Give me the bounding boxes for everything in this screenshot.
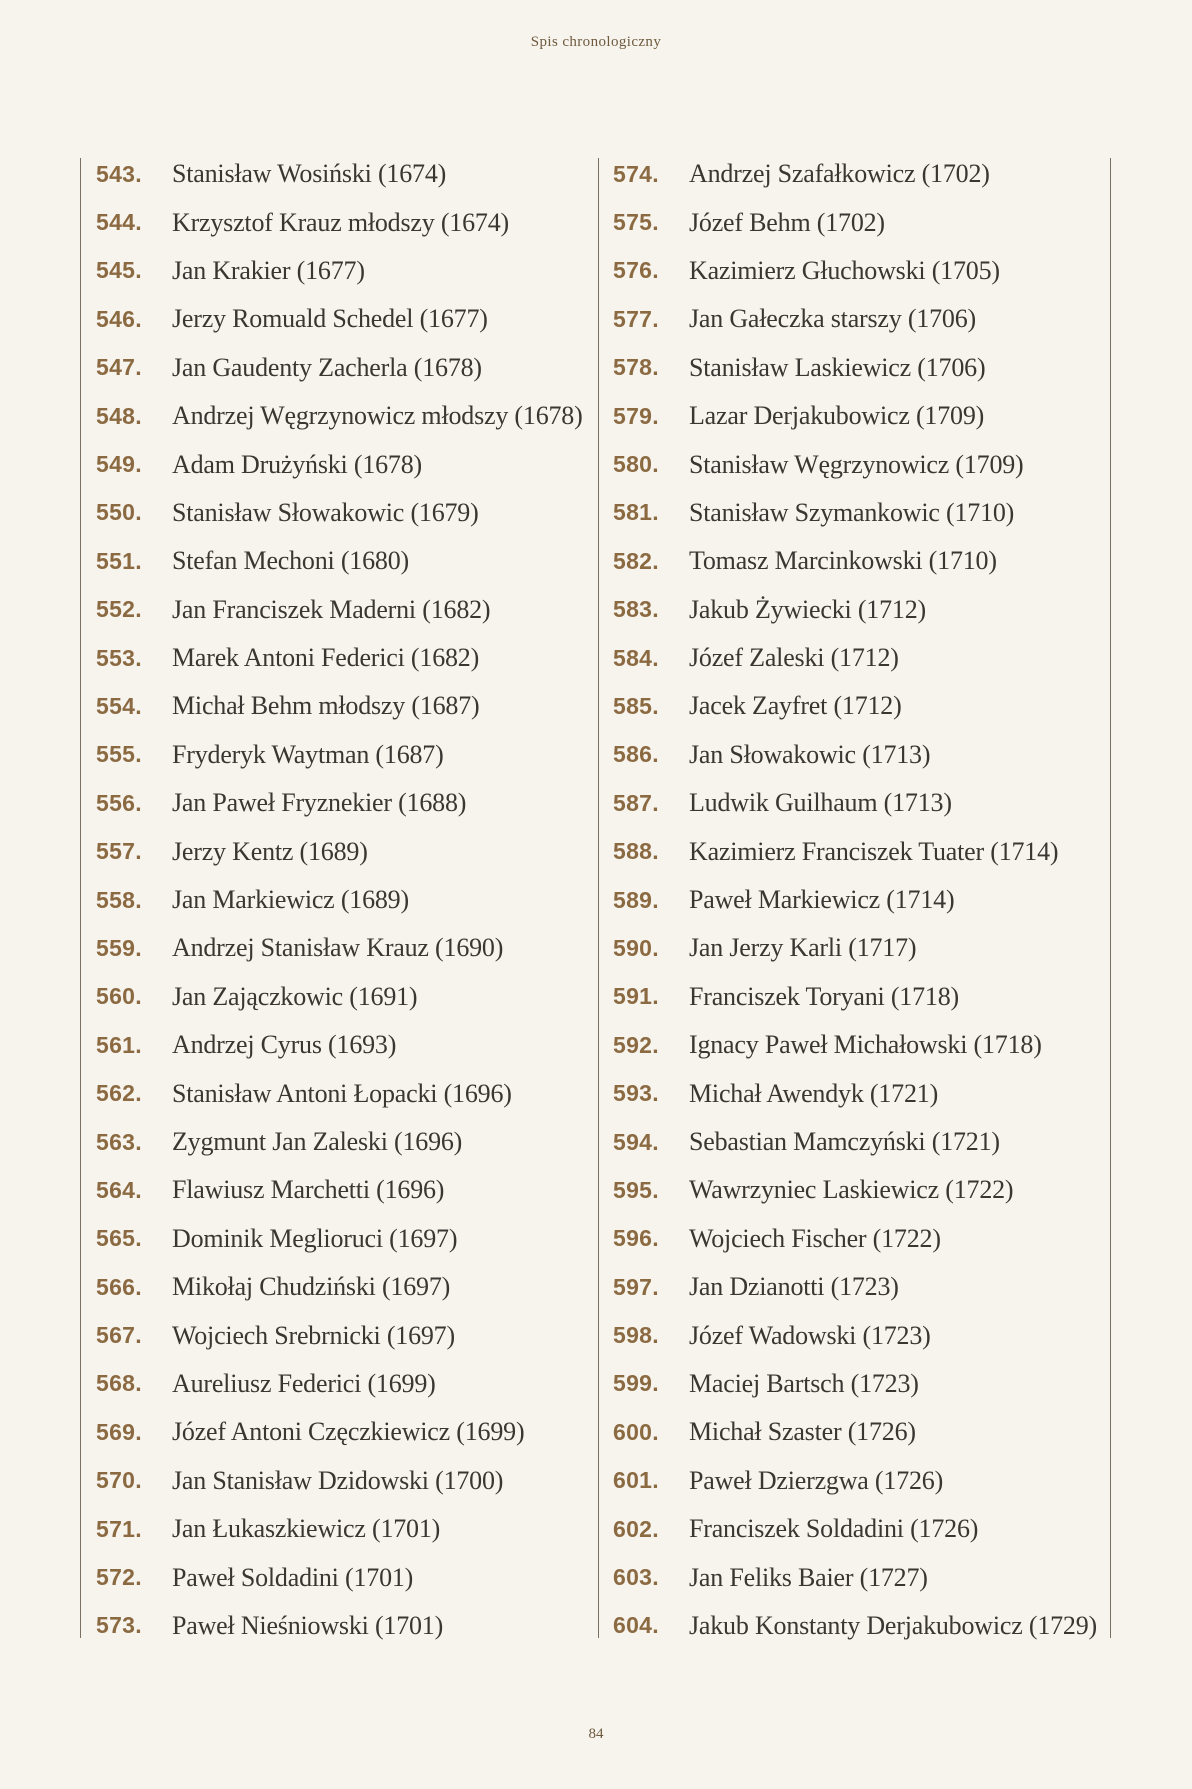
entry-number: 601. xyxy=(613,1467,659,1494)
list-item xyxy=(613,1118,1103,1166)
list-item xyxy=(613,1408,1103,1456)
entry-name: Wojciech Srebrnicki (1697) xyxy=(172,1320,455,1350)
list-item xyxy=(96,295,592,343)
entry-name: Jan Stanisław Dzidowski (1700) xyxy=(172,1465,504,1495)
list-item xyxy=(96,1311,592,1359)
entry-name: Krzysztof Krauz młodszy (1674) xyxy=(172,207,509,237)
entry-number: 597. xyxy=(613,1273,659,1300)
entry-number: 580. xyxy=(613,451,659,478)
list-item xyxy=(96,1021,592,1069)
entry-number: 586. xyxy=(613,741,659,768)
left-column-list xyxy=(96,150,592,1650)
list-item xyxy=(613,1215,1103,1263)
entry-number: 546. xyxy=(96,305,142,332)
entry-name: Franciszek Soldadini (1726) xyxy=(689,1514,979,1544)
entry-number: 582. xyxy=(613,547,659,574)
column-divider-left xyxy=(80,158,81,1638)
entry-number: 585. xyxy=(613,692,659,719)
entry-number: 563. xyxy=(96,1128,142,1155)
entry-number: 544. xyxy=(96,209,142,236)
list-item xyxy=(96,1457,592,1505)
column-divider-right xyxy=(1110,158,1111,1638)
entry-name: Jan Franciszek Maderni (1682) xyxy=(172,594,491,624)
entry-name: Andrzej Węgrzynowicz młodszy (1678) xyxy=(172,401,583,431)
entry-name: Aureliusz Federici (1699) xyxy=(172,1368,436,1398)
list-item xyxy=(613,779,1103,827)
entry-number: 547. xyxy=(96,354,142,381)
list-item xyxy=(613,1457,1103,1505)
list-item xyxy=(96,1602,592,1650)
entry-name: Jan Paweł Fryznekier (1688) xyxy=(172,788,467,818)
entry-number: 589. xyxy=(613,886,659,913)
list-item xyxy=(96,1263,592,1311)
entry-number: 603. xyxy=(613,1564,659,1591)
entry-name: Kazimierz Franciszek Tuater (1714) xyxy=(689,836,1059,866)
entry-number: 596. xyxy=(613,1225,659,1252)
list-item xyxy=(613,1505,1103,1553)
entry-number: 550. xyxy=(96,499,142,526)
entry-name: Józef Antoni Częczkiewicz (1699) xyxy=(172,1417,525,1447)
entry-name: Paweł Nieśniowski (1701) xyxy=(172,1610,444,1640)
list-item xyxy=(613,1166,1103,1214)
list-item xyxy=(613,586,1103,634)
entry-name: Jerzy Kentz (1689) xyxy=(172,836,368,866)
list-item xyxy=(613,489,1103,537)
entry-number: 554. xyxy=(96,692,142,719)
entry-name: Jan Jerzy Karli (1717) xyxy=(689,933,917,963)
entry-name: Jan Krakier (1677) xyxy=(172,255,365,285)
list-item xyxy=(613,295,1103,343)
entry-number: 602. xyxy=(613,1515,659,1542)
entry-number: 555. xyxy=(96,741,142,768)
list-item xyxy=(96,440,592,488)
list-item xyxy=(96,1069,592,1117)
entry-name: Józef Behm (1702) xyxy=(689,207,885,237)
entry-number: 595. xyxy=(613,1176,659,1203)
entry-number: 556. xyxy=(96,789,142,816)
list-item xyxy=(96,827,592,875)
entry-name: Jan Markiewicz (1689) xyxy=(172,885,409,915)
entry-name: Flawiusz Marchetti (1696) xyxy=(172,1175,445,1205)
entry-name: Sebastian Mamczyński (1721) xyxy=(689,1127,1000,1156)
entry-number: 598. xyxy=(613,1322,659,1349)
list-item xyxy=(96,1408,592,1456)
list-item xyxy=(613,1021,1103,1069)
entry-number: 573. xyxy=(96,1612,142,1639)
list-item xyxy=(613,1311,1103,1359)
running-head: Spis chronologiczny xyxy=(530,34,662,50)
entry-name: Franciszek Toryani (1718) xyxy=(689,981,959,1011)
entry-number: 600. xyxy=(613,1418,659,1445)
entry-number: 575. xyxy=(613,209,659,236)
entry-number: 558. xyxy=(96,886,142,913)
list-item xyxy=(613,924,1103,972)
entry-name: Michał Behm młodszy (1687) xyxy=(172,691,480,721)
entry-number: 552. xyxy=(96,596,142,623)
entry-name: Stefan Mechoni (1680) xyxy=(172,546,409,576)
list-item xyxy=(613,827,1103,875)
entry-number: 571. xyxy=(96,1515,142,1542)
list-item xyxy=(613,344,1103,392)
entry-number: 551. xyxy=(96,547,142,574)
entry-name: Stanisław Laskiewicz (1706) xyxy=(689,352,986,382)
list-item xyxy=(96,537,592,585)
entry-name: Ignacy Paweł Michałowski (1718) xyxy=(689,1030,1042,1060)
list-item xyxy=(96,198,592,246)
list-item xyxy=(96,1118,592,1166)
entry-number: 570. xyxy=(96,1467,142,1494)
entry-number: 568. xyxy=(96,1370,142,1397)
entry-number: 561. xyxy=(96,1031,142,1058)
entry-number: 594. xyxy=(613,1128,659,1155)
entry-name: Marek Antoni Federici (1682) xyxy=(172,643,480,673)
list-item xyxy=(613,634,1103,682)
entry-name: Jan Gaudenty Zacherla (1678) xyxy=(172,352,482,382)
entry-name: Andrzej Stanisław Krauz (1690) xyxy=(172,933,504,963)
list-item xyxy=(613,973,1103,1021)
list-item xyxy=(613,1602,1103,1650)
list-item xyxy=(96,731,592,779)
entry-name: Andrzej Cyrus (1693) xyxy=(172,1030,397,1060)
page-number: 84 xyxy=(588,1726,604,1742)
entry-number: 576. xyxy=(613,257,659,284)
entry-name: Jacek Zayfret (1712) xyxy=(689,691,902,721)
entry-number: 559. xyxy=(96,934,142,961)
entry-number: 588. xyxy=(613,838,659,865)
entry-number: 569. xyxy=(96,1418,142,1445)
list-item xyxy=(96,1360,592,1408)
entry-name: Lazar Derjakubowicz (1709) xyxy=(689,401,985,431)
entry-name: Stanisław Szymankowic (1710) xyxy=(689,497,1015,527)
entry-name: Tomasz Marcinkowski (1710) xyxy=(689,546,997,576)
entry-number: 564. xyxy=(96,1176,142,1203)
entry-name: Wojciech Fischer (1722) xyxy=(689,1223,941,1253)
entry-name: Józef Zaleski (1712) xyxy=(689,643,899,673)
entry-name: Stanisław Antoni Łopacki (1696) xyxy=(172,1078,512,1108)
entry-number: 574. xyxy=(613,160,659,187)
entry-number: 587. xyxy=(613,789,659,816)
list-item xyxy=(96,634,592,682)
entry-number: 557. xyxy=(96,838,142,865)
list-item xyxy=(96,1166,592,1214)
entry-number: 543. xyxy=(96,160,142,187)
list-item xyxy=(96,779,592,827)
entry-name: Stanisław Słowakowic (1679) xyxy=(172,497,479,527)
entry-name: Jan Feliks Baier (1727) xyxy=(689,1562,928,1592)
entry-name: Jakub Żywiecki (1712) xyxy=(689,594,926,624)
list-item xyxy=(613,440,1103,488)
entry-number: 592. xyxy=(613,1031,659,1058)
entry-number: 578. xyxy=(613,354,659,381)
entry-name: Mikołaj Chudziński (1697) xyxy=(172,1272,451,1302)
entry-number: 591. xyxy=(613,983,659,1010)
entry-name: Maciej Bartsch (1723) xyxy=(689,1368,919,1398)
list-item xyxy=(613,392,1103,440)
entry-number: 577. xyxy=(613,305,659,332)
list-item xyxy=(96,973,592,1021)
entry-number: 566. xyxy=(96,1273,142,1300)
entry-name: Michał Awendyk (1721) xyxy=(689,1078,939,1108)
entry-name: Dominik Meglioruci (1697) xyxy=(172,1223,458,1253)
entry-number: 599. xyxy=(613,1370,659,1397)
entry-name: Jakub Konstanty Derjakubowicz (1729) xyxy=(689,1610,1097,1640)
entry-name: Jan Słowakowic (1713) xyxy=(689,739,931,769)
entry-number: 560. xyxy=(96,983,142,1010)
entry-name: Jan Gałeczka starszy (1706) xyxy=(689,304,976,334)
entry-number: 562. xyxy=(96,1080,142,1107)
entry-name: Adam Drużyński (1678) xyxy=(172,449,422,479)
entry-number: 583. xyxy=(613,596,659,623)
list-item xyxy=(96,150,592,198)
entry-name: Wawrzyniec Laskiewicz (1722) xyxy=(689,1175,1014,1205)
list-item xyxy=(613,876,1103,924)
entry-number: 545. xyxy=(96,257,142,284)
entry-number: 553. xyxy=(96,644,142,671)
list-item xyxy=(613,198,1103,246)
list-item xyxy=(613,1263,1103,1311)
list-item xyxy=(613,247,1103,295)
entry-number: 584. xyxy=(613,644,659,671)
list-item xyxy=(613,150,1103,198)
entry-number: 572. xyxy=(96,1564,142,1591)
list-item xyxy=(96,344,592,392)
entry-name: Andrzej Szafałkowicz (1702) xyxy=(689,159,990,189)
list-item xyxy=(96,392,592,440)
entry-number: 604. xyxy=(613,1612,659,1639)
entry-name: Stanisław Wosiński (1674) xyxy=(172,159,447,189)
entry-number: 549. xyxy=(96,451,142,478)
entry-number: 593. xyxy=(613,1080,659,1107)
list-item xyxy=(613,1553,1103,1601)
list-item xyxy=(96,1505,592,1553)
entry-name: Ludwik Guilhaum (1713) xyxy=(689,788,952,818)
entry-name: Kazimierz Głuchowski (1705) xyxy=(689,255,1000,285)
entry-name: Zygmunt Jan Zaleski (1696) xyxy=(172,1127,463,1156)
entry-name: Józef Wadowski (1723) xyxy=(689,1320,931,1350)
list-item xyxy=(613,682,1103,730)
list-item xyxy=(96,1553,592,1601)
entry-name: Jerzy Romuald Schedel (1677) xyxy=(172,304,488,334)
entry-name: Jan Łukaszkiewicz (1701) xyxy=(172,1514,441,1544)
column-divider-middle xyxy=(598,158,599,1638)
list-item xyxy=(613,731,1103,779)
list-item xyxy=(96,876,592,924)
list-item xyxy=(613,1069,1103,1117)
list-item xyxy=(96,1215,592,1263)
entry-number: 565. xyxy=(96,1225,142,1252)
list-item xyxy=(613,537,1103,585)
list-item xyxy=(96,247,592,295)
entry-name: Paweł Markiewicz (1714) xyxy=(689,885,955,915)
entry-number: 581. xyxy=(613,499,659,526)
entry-number: 590. xyxy=(613,934,659,961)
list-item xyxy=(96,682,592,730)
entry-name: Fryderyk Waytman (1687) xyxy=(172,739,444,769)
list-item xyxy=(96,489,592,537)
entry-number: 567. xyxy=(96,1322,142,1349)
entry-name: Paweł Dzierzgwa (1726) xyxy=(689,1465,944,1495)
list-item xyxy=(96,586,592,634)
entry-number: 579. xyxy=(613,402,659,429)
entry-name: Michał Szaster (1726) xyxy=(689,1417,916,1447)
list-item xyxy=(96,924,592,972)
entry-number: 548. xyxy=(96,402,142,429)
entry-name: Jan Zajączkowic (1691) xyxy=(172,981,418,1011)
list-item xyxy=(613,1360,1103,1408)
right-column-list xyxy=(613,150,1103,1650)
entry-name: Jan Dzianotti (1723) xyxy=(689,1272,899,1302)
entry-name: Paweł Soldadini (1701) xyxy=(172,1562,414,1592)
entry-name: Stanisław Węgrzynowicz (1709) xyxy=(689,449,1024,479)
